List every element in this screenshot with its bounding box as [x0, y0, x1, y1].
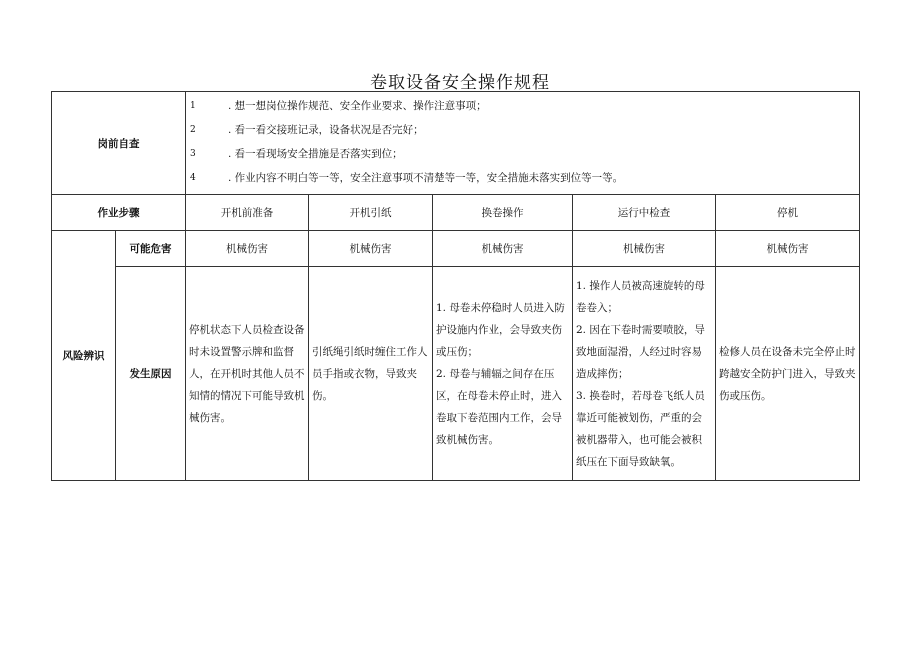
- cause-text: 1. 母卷未停稳时人员进入防护设施内作业，会导致夹伤或压伤；: [436, 301, 565, 358]
- cause-label: 发生原因: [116, 267, 186, 481]
- step-cell: 换卷操作: [433, 195, 573, 231]
- pre-check-item: 2 . 看一看交接班记录，设备状况是否完好；: [190, 124, 424, 136]
- pre-check-row: [52, 92, 860, 195]
- step-cell: 运行中检查: [573, 195, 716, 231]
- cause-text: 2. 母卷与辅辐之间存在压区，在母卷未停止时，进入卷取下卷范围内工作，会导致机械伤害。: [436, 367, 562, 446]
- cause-text: 引纸绳引纸时缠住工作人员手指或衣物，导致夹伤。: [312, 345, 428, 402]
- cause-text: 停机状态下人员检查设备时未设置警示牌和监督人，在开机时其他人员不知情的情况下可能导致机械伤害。: [189, 323, 305, 424]
- risk-label: 风险辨识: [52, 231, 116, 481]
- steps-row: [52, 195, 860, 231]
- step-cell: 开机前准备: [186, 195, 309, 231]
- hazard-cell: 机械伤害: [309, 231, 433, 267]
- hazard-cell: 机械伤害: [433, 231, 573, 267]
- safety-procedure-table: [51, 91, 860, 481]
- steps-label: 作业步骤: [52, 195, 186, 231]
- cause-cell: [309, 267, 433, 481]
- cause-row: [52, 267, 860, 481]
- step-cell: 停机: [716, 195, 860, 231]
- pre-check-item: 1 . 想一想岗位操作规范、安全作业要求、操作注意事项；: [190, 100, 487, 112]
- pre-check-item: 3 . 看一看现场安全措施是否落实到位；: [190, 148, 403, 160]
- step-cell: 开机引纸: [309, 195, 433, 231]
- cause-text: 3. 换卷时，若母卷飞纸人员靠近可能被划伤，严重的会被机器带入，也可能会被积纸压在下面导致缺氧。: [576, 389, 705, 468]
- hazard-cell: 机械伤害: [186, 231, 309, 267]
- hazard-label: 可能危害: [116, 231, 186, 267]
- hazard-row: [52, 231, 860, 267]
- pre-check-label: 岗前自查: [52, 92, 186, 195]
- page-title: 卷取设备安全操作规程: [370, 73, 550, 93]
- hazard-cell: 机械伤害: [573, 231, 716, 267]
- pre-check-list: [186, 92, 860, 195]
- cause-text: 1. 操作人员被高速旋转的母卷卷入；: [576, 279, 705, 314]
- cause-cell: [716, 267, 860, 481]
- hazard-cell: 机械伤害: [716, 231, 860, 267]
- pre-check-item: 4 . 作业内容不明白等一等，安全注意事项不清楚等一等，安全措施未落实到位等一等。: [190, 172, 624, 184]
- cause-cell: [573, 267, 716, 481]
- cause-cell: [433, 267, 573, 481]
- cause-text: 检修人员在设备未完全停止时跨越安全防护门进入，导致夹伤或压伤。: [719, 345, 856, 402]
- cause-cell: [186, 267, 309, 481]
- cause-text: 2. 因在下卷时需要喷胶，导致地面湿滑，人经过时容易造成摔伤；: [576, 323, 705, 380]
